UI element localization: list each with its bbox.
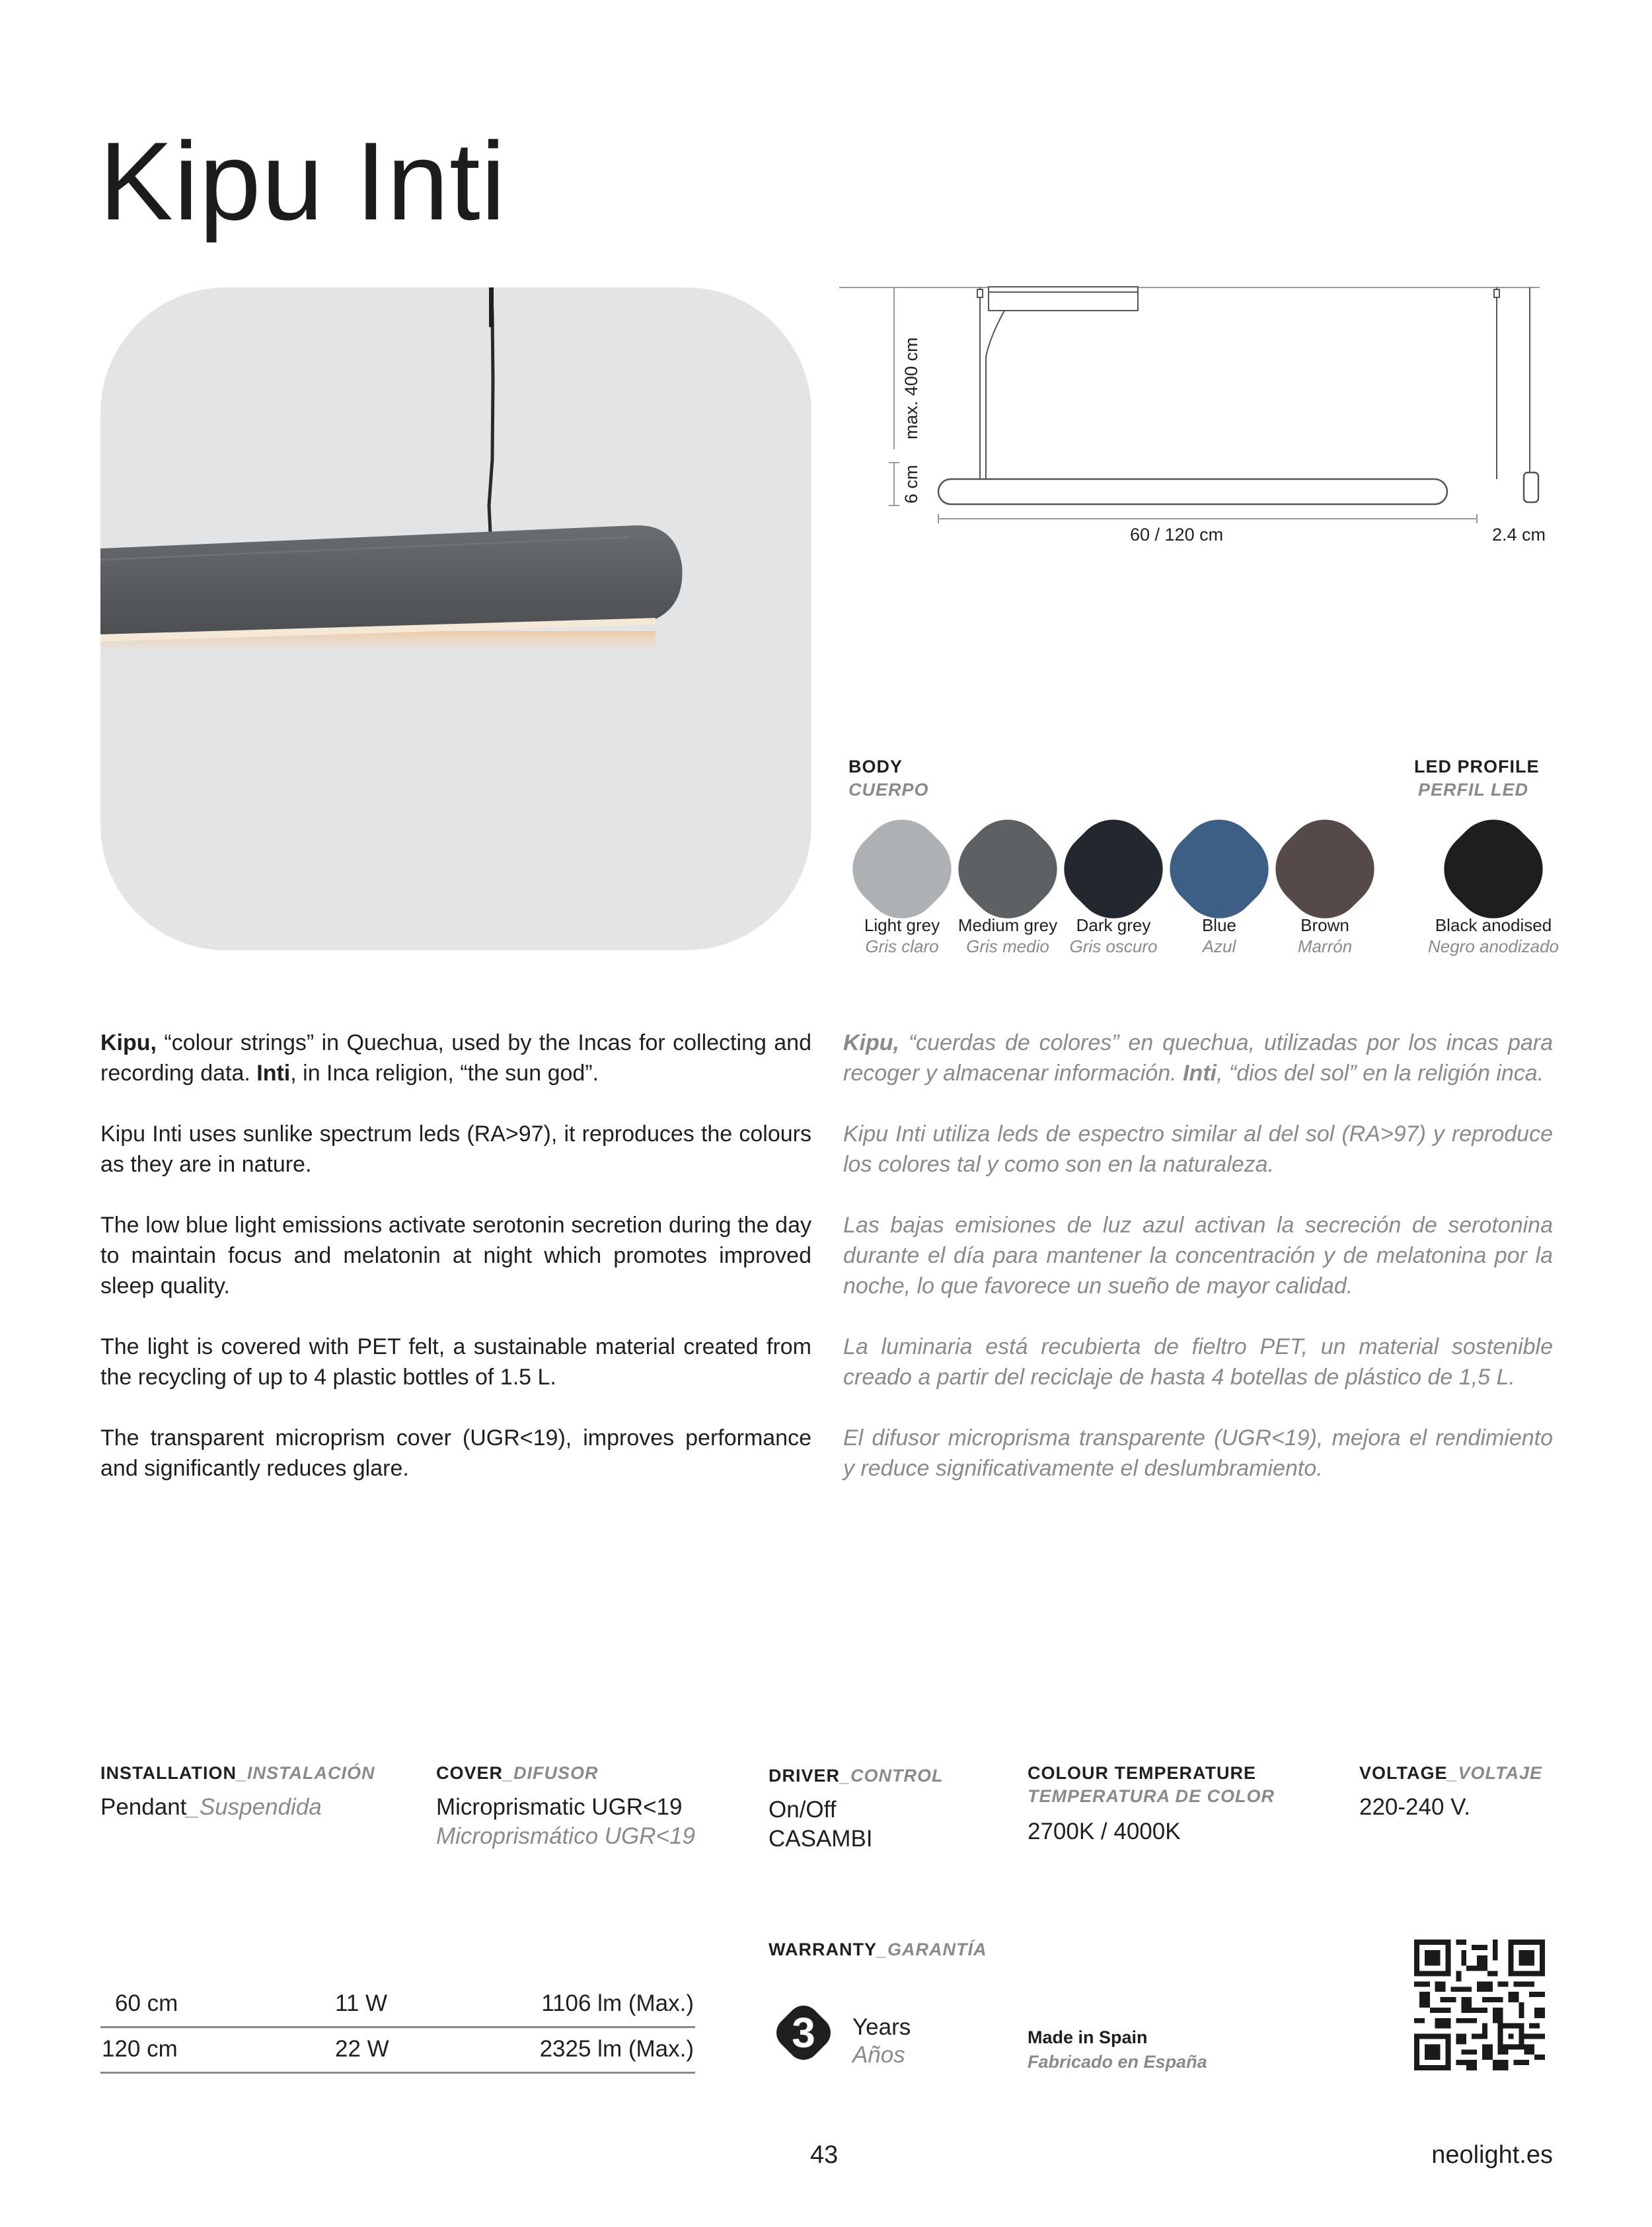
page-number: 43 bbox=[810, 2141, 839, 2169]
desc-paragraph: The low blue light emissions activate serotonin secretion during the day to maintain focus and melatonin at night which promotes improved sleep quality. bbox=[100, 1213, 811, 1299]
spec-label-es: _CONTROL bbox=[840, 1766, 944, 1786]
spec-value: 220-240 V. bbox=[1359, 1794, 1471, 1820]
body-swatches bbox=[826, 803, 1559, 975]
desc-paragraph: La luminaria está recubierta de fieltro PET, un material sostenible creado a partir del reciclaje de hasta 4 botellas de plástico de 1,5 L. bbox=[843, 1334, 1553, 1390]
spec-label: DRIVER bbox=[769, 1766, 841, 1786]
swatch-name: Light grey bbox=[864, 915, 940, 935]
warranty-label-es: _GARANTÍA bbox=[877, 1940, 987, 1959]
inti-term: Inti bbox=[256, 1061, 291, 1086]
swatch-name: Black anodised bbox=[1435, 915, 1552, 935]
warranty-badge-icon bbox=[767, 1996, 841, 2070]
body-label: BODY bbox=[848, 757, 903, 776]
swatch-name-es: Gris oscuro bbox=[1069, 936, 1158, 956]
max-height-label: max. 400 cm bbox=[901, 337, 921, 439]
row-length: 120 cm bbox=[102, 2036, 178, 2062]
qr-code-icon[interactable] bbox=[1414, 1940, 1545, 2070]
spec-value: 2700K / 4000K bbox=[1028, 1819, 1181, 1844]
description-english bbox=[100, 1028, 811, 1514]
spec-label-es: TEMPERATURA DE COLOR bbox=[1028, 1786, 1275, 1806]
desc-text: “colour strings” in Quechua, used by the Incas for collecting and recording data. bbox=[100, 1030, 811, 1086]
warranty-label bbox=[769, 1940, 987, 1960]
length-label: 60 / 120 cm bbox=[1130, 525, 1224, 545]
desc-paragraph bbox=[100, 1028, 811, 1088]
desc-paragraph: The light is covered with PET felt, a sustainable material created from the recycling of up to 4 plastic bottles of 1.5 L. bbox=[100, 1334, 811, 1390]
warranty-label-en: WARRANTY bbox=[769, 1940, 877, 1959]
width-label: 2.4 cm bbox=[1492, 525, 1546, 545]
inti-term: Inti bbox=[1183, 1061, 1217, 1086]
pendant-lamp-illustration bbox=[100, 287, 811, 950]
desc-paragraph: Las bajas emisiones de luz azul activan la secreción de serotonina durante el día para mantener la concentración y de melatonina por la noche, lo que favorece un sueño de mayor calidad. bbox=[843, 1213, 1553, 1299]
row-lumens: 1106 lm (Max.) bbox=[541, 1990, 694, 2016]
product-title: Kipu Inti bbox=[99, 119, 507, 243]
desc-text: , “dios del sol” en la religión inca. bbox=[1217, 1061, 1544, 1086]
kipu-term: Kipu, bbox=[100, 1030, 157, 1055]
spec-label: VOLTAGE bbox=[1359, 1763, 1448, 1783]
made-in-label-es: Fabricado en España bbox=[1028, 2052, 1207, 2072]
profile-height-label: 6 cm bbox=[901, 465, 921, 504]
warranty-years-es: Años bbox=[852, 2042, 905, 2068]
spec-value: Microprismatic UGR<19 bbox=[436, 1794, 683, 1820]
spec-label: COVER bbox=[436, 1763, 504, 1783]
swatch-name-es: Marrón bbox=[1297, 936, 1353, 956]
desc-paragraph: The transparent microprism cover (UGR<19), improves performance and significantly reduces glare. bbox=[100, 1425, 811, 1481]
body-label-es: CUERPO bbox=[848, 780, 929, 800]
kipu-term: Kipu, bbox=[843, 1030, 899, 1055]
spec-value: CASAMBI bbox=[769, 1826, 873, 1852]
warranty-number: 3 bbox=[792, 2009, 815, 2057]
swatch-name: Dark grey bbox=[1076, 915, 1151, 935]
desc-text: , in Inca religion, “the sun god”. bbox=[290, 1061, 599, 1086]
spec-driver bbox=[769, 1766, 1020, 1854]
made-in-label: Made in Spain bbox=[1028, 2027, 1148, 2047]
spec-label-es: _DIFUSOR bbox=[503, 1763, 599, 1783]
spec-installation bbox=[100, 1763, 418, 1822]
swatch-name-es: Gris medio bbox=[966, 936, 1049, 956]
desc-paragraph bbox=[843, 1028, 1553, 1088]
product-photo bbox=[100, 287, 811, 950]
led-profile-label: LED PROFILE bbox=[1414, 757, 1540, 776]
table-row bbox=[100, 2028, 695, 2074]
swatch-name: Blue bbox=[1201, 915, 1237, 935]
spec-label-es: _VOLTAJE bbox=[1447, 1763, 1543, 1783]
spec-value-es: _Suspendida bbox=[186, 1794, 322, 1820]
spec-value: On/Off bbox=[769, 1797, 837, 1823]
spec-label: INSTALLATION bbox=[100, 1763, 237, 1783]
desc-text: “cuerdas de colores” en quechua, utilizadas por los incas para recoger y almacenar información. bbox=[843, 1030, 1553, 1086]
desc-paragraph: Kipu Inti uses sunlike spectrum leds (RA>97), it reproduces the colours as they are in nature. bbox=[100, 1121, 811, 1177]
row-watts: 22 W bbox=[335, 2036, 389, 2062]
swatch-name-es: Negro anodizado bbox=[1427, 936, 1559, 956]
website-link[interactable]: neolight.es bbox=[1431, 2141, 1553, 2169]
spec-value: Pendant bbox=[100, 1794, 187, 1820]
spec-label-es: _INSTALACIÓN bbox=[236, 1763, 375, 1783]
row-length: 60 cm bbox=[115, 1990, 178, 2016]
swatch-name: Brown bbox=[1300, 915, 1349, 935]
spec-colour-temperature bbox=[1028, 1763, 1338, 1846]
dimension-diagram bbox=[839, 264, 1553, 562]
warranty-years: Years bbox=[852, 2014, 911, 2040]
desc-paragraph: El difusor microprisma transparente (UGR<19), mejora el rendimiento y reduce significativamente el deslumbramiento. bbox=[843, 1425, 1553, 1481]
row-watts: 11 W bbox=[335, 1990, 388, 2016]
spec-label: COLOUR TEMPERATURE bbox=[1028, 1763, 1256, 1783]
description-spanish bbox=[843, 1028, 1553, 1514]
desc-paragraph: Kipu Inti utiliza leds de espectro similar al del sol (RA>97) y reproduce los colores tal y como son en la naturaleza. bbox=[843, 1121, 1553, 1177]
table-row bbox=[100, 1982, 695, 2028]
swatch-name-es: Azul bbox=[1202, 936, 1236, 956]
spec-cover bbox=[436, 1763, 740, 1851]
power-table bbox=[100, 1982, 695, 2074]
row-lumens: 2325 lm (Max.) bbox=[539, 2036, 694, 2062]
swatch-name: Medium grey bbox=[957, 915, 1058, 935]
swatch-name-es: Gris claro bbox=[865, 936, 939, 956]
spec-voltage bbox=[1359, 1763, 1558, 1822]
led-profile-label-es: PERFIL LED bbox=[1418, 780, 1529, 800]
spec-value-es: Microprismático UGR<19 bbox=[436, 1823, 695, 1849]
